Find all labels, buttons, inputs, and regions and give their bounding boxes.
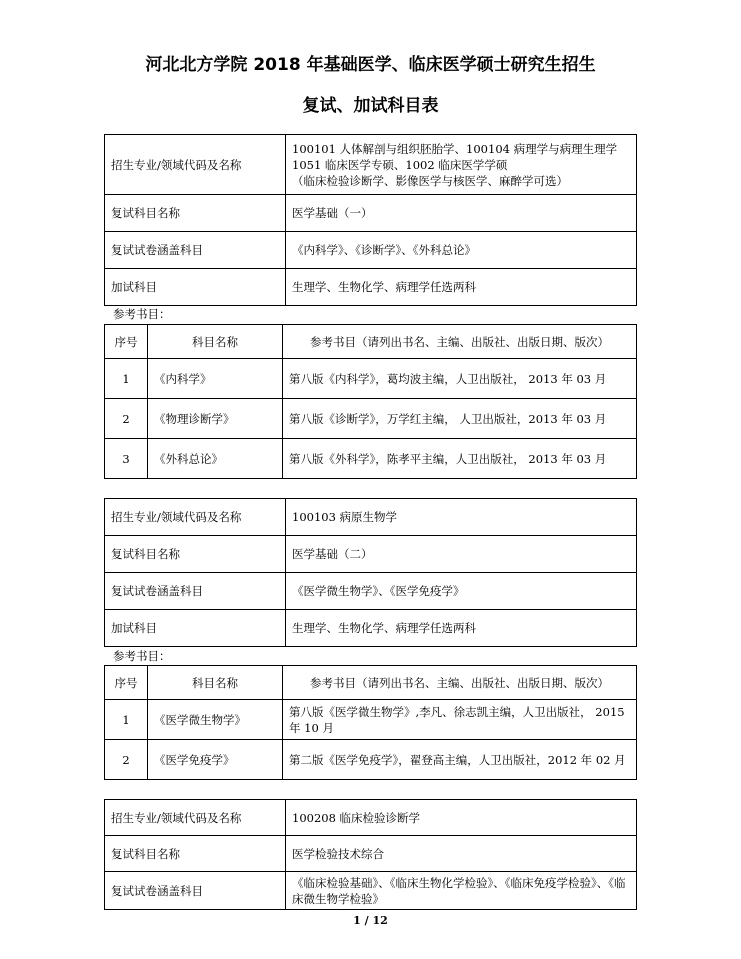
page-subtitle: 复试、加试科目表 — [302, 96, 439, 116]
page-title: 河北北方学院 2018 年基础医学、临床医学硕士研究生招生 — [145, 55, 596, 75]
page-number: 1 / 12 — [353, 914, 388, 927]
major-label: 招生专业/领域代码及名称 — [105, 800, 286, 836]
covers-label: 复试试卷涵盖科目 — [105, 872, 286, 910]
major-value: 100208 临床检验诊断学 — [286, 800, 637, 836]
row-book: 第二版《医学免疫学》，翟登高主编，人卫出版社，2012 年 02 月 — [283, 740, 637, 780]
row-book: 第八版《内科学》，葛均波主编，人卫出版社， 2013 年 03 月 — [283, 359, 637, 399]
col-subject-header: 科目名称 — [148, 325, 283, 359]
col-ref-header: 参考书目（请列出书名、主编、出版社、出版日期、版次） — [283, 666, 637, 700]
col-subject-header: 科目名称 — [148, 666, 283, 700]
row-no: 3 — [105, 439, 148, 479]
exam-label: 复试科目名称 — [105, 836, 286, 872]
section1-info-table — [104, 134, 637, 306]
extra-value: 生理学、生物化学、病理学任选两科 — [286, 610, 637, 647]
table-row — [105, 359, 637, 399]
table-row — [105, 439, 637, 479]
covers-label: 复试试卷涵盖科目 — [105, 232, 286, 269]
row-no: 2 — [105, 399, 148, 439]
row-book: 第八版《医学微生物学》,李凡、徐志凯主编，人卫出版社， 2015 年 10 月 — [283, 700, 637, 740]
col-ref-header: 参考书目（请列出书名、主编、出版社、出版日期、版次） — [283, 325, 637, 359]
exam-label: 复试科目名称 — [105, 536, 286, 573]
col-no-header: 序号 — [105, 325, 148, 359]
ref-label: 参考书目： — [113, 649, 171, 663]
row-subject: 《物理诊断学》 — [148, 399, 283, 439]
table-row — [105, 399, 637, 439]
major-value — [286, 135, 637, 195]
extra-value: 生理学、生物化学、病理学任选两科 — [286, 269, 637, 306]
extra-label: 加试科目 — [105, 269, 286, 306]
major-line: 100101 人体解剖与组织胚胎学、100104 病理学与病理生理学 — [292, 141, 618, 156]
major-label: 招生专业/领域代码及名称 — [105, 499, 286, 536]
major-line: 1051 临床医学专硕、1002 临床医学学硕 — [292, 157, 508, 172]
row-book: 第八版《外科学》，陈孝平主编，人卫出版社， 2013 年 03 月 — [283, 439, 637, 479]
section3-info-table — [104, 799, 637, 910]
row-subject: 《内科学》 — [148, 359, 283, 399]
covers-value: 《医学微生物学》、《医学免疫学》 — [286, 573, 637, 610]
ref-label: 参考书目： — [113, 307, 171, 321]
major-value: 100103 病原生物学 — [286, 499, 637, 536]
exam-label: 复试科目名称 — [105, 195, 286, 232]
covers-value: 《临床检验基础》、《临床生物化学检验》、《临床免疫学检验》、《临床微生物学检验》 — [286, 872, 637, 910]
section2-info-table — [104, 498, 637, 647]
covers-label: 复试试卷涵盖科目 — [105, 573, 286, 610]
row-subject: 《外科总论》 — [148, 439, 283, 479]
row-no: 2 — [105, 740, 148, 780]
major-line: （临床检验诊断学、影像医学与核医学、麻醉学可选） — [292, 173, 568, 188]
row-no: 1 — [105, 359, 148, 399]
row-book: 第八版《诊断学》，万学红主编， 人卫出版社，2013 年 03 月 — [283, 399, 637, 439]
section2-ref-table — [104, 665, 637, 780]
extra-label: 加试科目 — [105, 610, 286, 647]
exam-value: 医学基础（一） — [286, 195, 637, 232]
table-row — [105, 700, 637, 740]
col-no-header: 序号 — [105, 666, 148, 700]
exam-value: 医学检验技术综合 — [286, 836, 637, 872]
row-subject: 《医学微生物学》 — [148, 700, 283, 740]
exam-value: 医学基础（二） — [286, 536, 637, 573]
row-subject: 《医学免疫学》 — [148, 740, 283, 780]
major-label: 招生专业/领域代码及名称 — [105, 135, 286, 195]
covers-value: 《内科学》、《诊断学》、《外科总论》 — [286, 232, 637, 269]
row-no: 1 — [105, 700, 148, 740]
table-row — [105, 740, 637, 780]
section1-ref-table — [104, 324, 637, 479]
